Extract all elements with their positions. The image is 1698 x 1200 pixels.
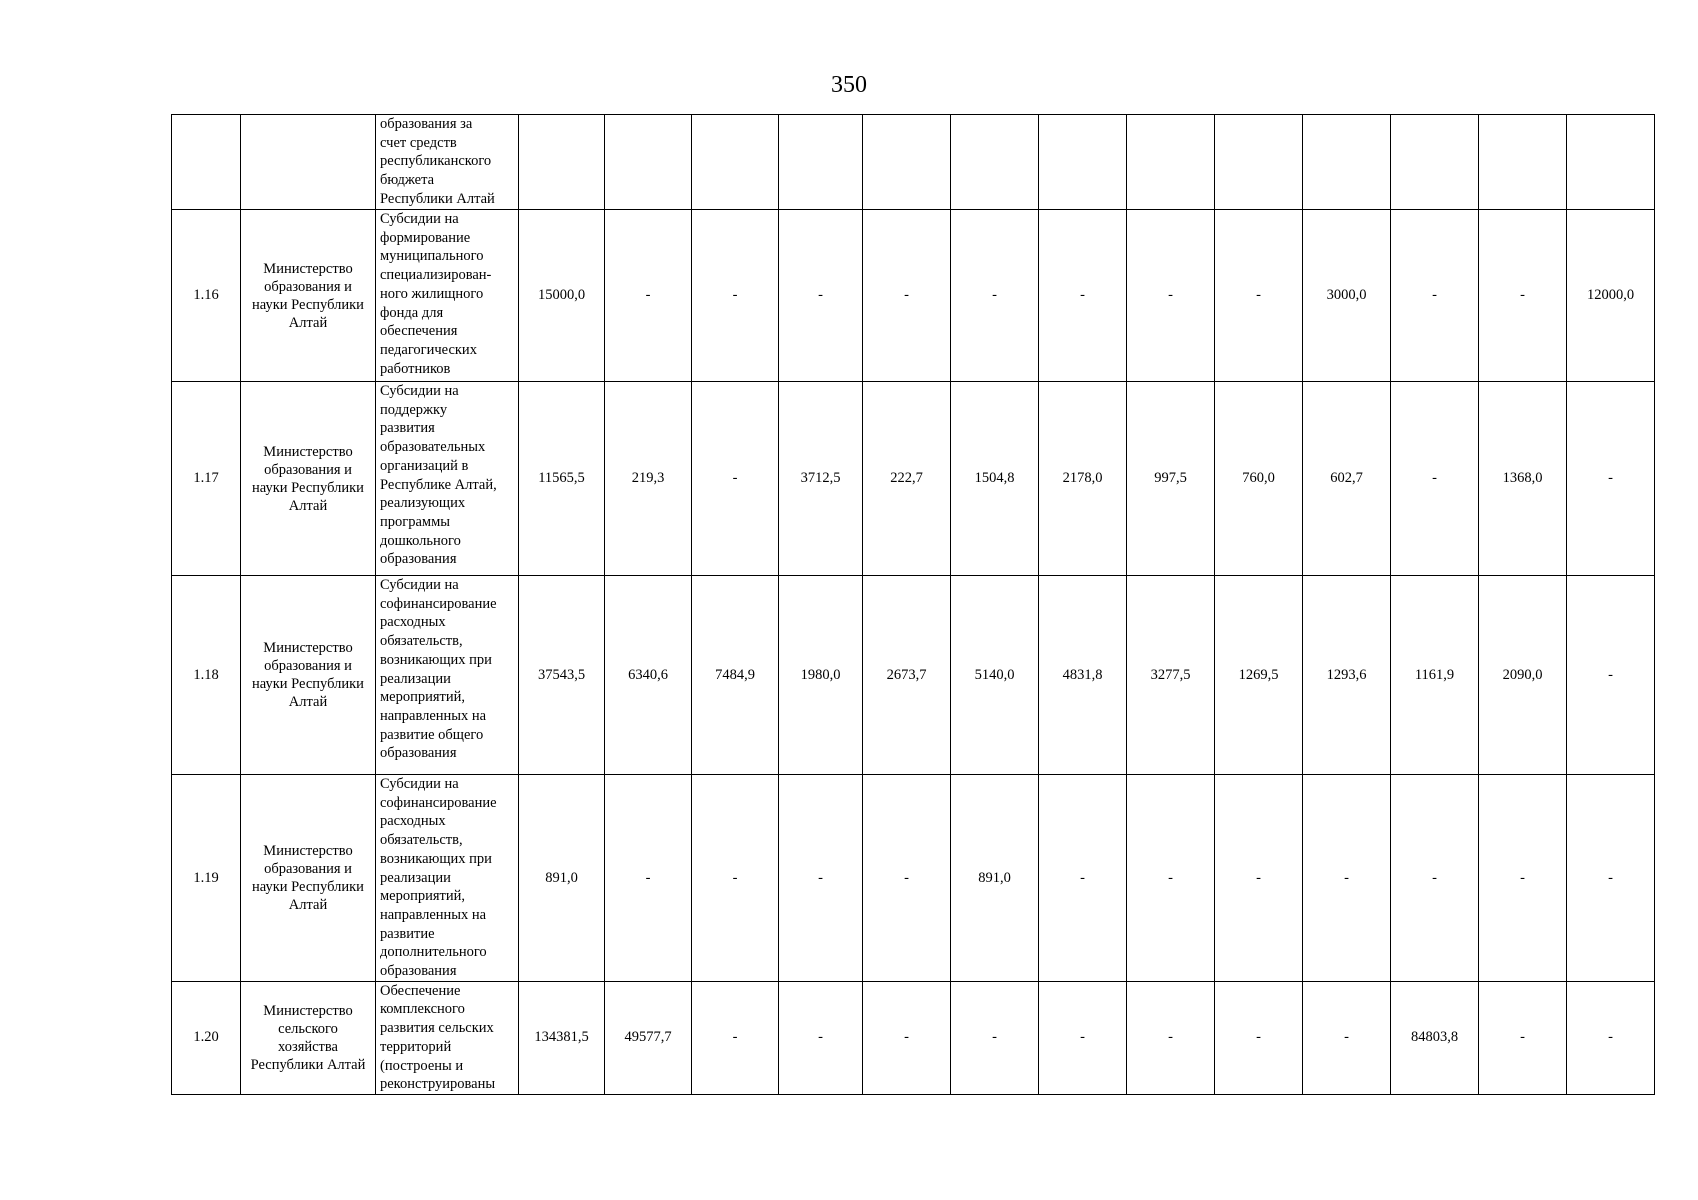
organization-cell-text: Министерство образования и науки Республики Алтай	[252, 842, 364, 913]
value-cell-text: 2178,0	[1062, 470, 1103, 487]
value-cell	[605, 210, 692, 382]
value-cell-text: -	[1608, 1029, 1613, 1046]
value-cell-text: 37543,5	[537, 666, 586, 683]
value-cell	[1303, 382, 1391, 576]
value-cell-text: 49577,7	[624, 1029, 672, 1046]
value-cell-text: 891,0	[545, 869, 578, 886]
value-cell	[1039, 576, 1127, 775]
value-cell-text: 1980,0	[800, 666, 841, 683]
value-cell-text: -	[1608, 666, 1613, 683]
table-row	[172, 210, 1655, 382]
value-cell	[863, 981, 951, 1094]
value-cell	[1215, 115, 1303, 210]
value-cell	[779, 210, 863, 382]
value-cell	[1567, 576, 1655, 775]
value-cell	[1127, 382, 1215, 576]
value-cell-text: -	[904, 869, 909, 886]
value-cell-text: 12000,0	[1586, 287, 1635, 304]
value-cell	[1479, 981, 1567, 1094]
value-cell	[519, 210, 605, 382]
row-number-cell-text: 1.18	[193, 666, 219, 683]
row-number-cell-text: 1.19	[193, 869, 219, 886]
value-cell	[863, 210, 951, 382]
value-cell	[519, 981, 605, 1094]
row-number-cell-text: 1.20	[193, 1029, 219, 1046]
description-cell	[376, 382, 519, 576]
value-cell-text: 1161,9	[1414, 666, 1455, 683]
value-cell-text: 1293,6	[1326, 666, 1367, 683]
budget-table	[171, 114, 1655, 1095]
value-cell	[951, 382, 1039, 576]
value-cell-text: -	[1080, 869, 1085, 886]
value-cell-text: 891,0	[978, 869, 1011, 886]
organization-cell-text: Министерство образования и науки Республики Алтай	[252, 260, 364, 331]
value-cell-text: -	[818, 287, 823, 304]
value-cell-text: -	[818, 1029, 823, 1046]
value-cell	[692, 775, 779, 982]
value-cell	[1303, 576, 1391, 775]
value-cell	[1039, 210, 1127, 382]
value-cell-text: 222,7	[890, 470, 923, 487]
value-cell	[779, 775, 863, 982]
value-cell	[779, 115, 863, 210]
organization-cell-text: Министерство сельского хозяйства Республики Алтай	[250, 1002, 366, 1073]
value-cell	[519, 576, 605, 775]
table-row	[172, 981, 1655, 1094]
description-cell	[376, 210, 519, 382]
value-cell-text: 997,5	[1154, 470, 1187, 487]
value-cell-text: -	[1080, 287, 1085, 304]
value-cell-text: -	[992, 1029, 997, 1046]
value-cell-text: 1269,5	[1238, 666, 1279, 683]
value-cell	[1479, 382, 1567, 576]
value-cell-text: -	[1344, 1029, 1349, 1046]
value-cell	[605, 775, 692, 982]
row-number-cell	[172, 981, 241, 1094]
value-cell-text: -	[904, 287, 909, 304]
description-cell-text: Субсидии на формирование муниципального специализирован- ного жилищного фонда для обеспечения педагогических работников	[380, 211, 492, 377]
organization-cell	[241, 115, 376, 210]
value-cell	[951, 981, 1039, 1094]
value-cell-text: 15000,0	[537, 287, 586, 304]
value-cell-text: 219,3	[631, 470, 665, 487]
organization-cell-text: Министерство образования и науки Республики Алтай	[252, 443, 364, 514]
value-cell-text: -	[1520, 1029, 1525, 1046]
value-cell-text: 134381,5	[534, 1029, 589, 1046]
value-cell	[779, 981, 863, 1094]
value-cell-text: -	[732, 470, 738, 487]
table-row	[172, 115, 1655, 210]
value-cell	[1215, 576, 1303, 775]
value-cell	[605, 981, 692, 1094]
value-cell	[1391, 576, 1479, 775]
value-cell-text: -	[1256, 287, 1261, 304]
row-number-cell	[172, 382, 241, 576]
value-cell-text: 760,0	[1242, 470, 1275, 487]
value-cell-text: -	[1168, 869, 1173, 886]
value-cell	[951, 576, 1039, 775]
value-cell	[779, 382, 863, 576]
value-cell-text: 7484,9	[715, 666, 755, 683]
table-row	[172, 576, 1655, 775]
description-cell	[376, 981, 519, 1094]
value-cell-text: -	[1168, 1029, 1173, 1046]
value-cell-text: -	[732, 869, 738, 886]
value-cell-text: -	[1344, 869, 1349, 886]
value-cell-text: -	[1520, 869, 1525, 886]
value-cell-text: -	[645, 287, 651, 304]
value-cell	[692, 115, 779, 210]
value-cell	[1391, 210, 1479, 382]
value-cell-text: 11565,5	[538, 470, 585, 487]
description-cell-text: Субсидии на софинансирование расходных обязательств, возникающих при реализации мероприятий, направленных на развитие дополнительного образования	[380, 776, 497, 980]
value-cell	[519, 115, 605, 210]
value-cell-text: -	[1256, 1029, 1261, 1046]
table-row	[172, 382, 1655, 576]
organization-cell-text: Министерство образования и науки Республики Алтай	[252, 640, 364, 710]
value-cell	[692, 576, 779, 775]
value-cell	[1391, 981, 1479, 1094]
value-cell-text: 4831,8	[1062, 666, 1103, 683]
value-cell-text: 602,7	[1330, 470, 1363, 487]
value-cell	[951, 775, 1039, 982]
value-cell	[1039, 115, 1127, 210]
value-cell	[863, 382, 951, 576]
value-cell	[1567, 115, 1655, 210]
value-cell-text: 2673,7	[886, 666, 927, 683]
value-cell	[951, 210, 1039, 382]
value-cell-text: 2090,0	[1502, 666, 1543, 683]
organization-cell	[241, 382, 376, 576]
value-cell	[1303, 775, 1391, 982]
value-cell	[863, 115, 951, 210]
organization-cell	[241, 210, 376, 382]
value-cell	[605, 382, 692, 576]
description-cell-text: Обеспечение комплексного развития сельских территорий (построены и реконструированы	[380, 982, 496, 1093]
value-cell	[1127, 115, 1215, 210]
value-cell	[519, 382, 605, 576]
value-cell	[692, 981, 779, 1094]
value-cell	[1039, 981, 1127, 1094]
value-cell	[1215, 382, 1303, 576]
organization-cell	[241, 981, 376, 1094]
value-cell-text: -	[1608, 869, 1613, 886]
row-number-cell-text: 1.16	[193, 287, 219, 304]
value-cell-text: -	[1432, 287, 1437, 304]
value-cell-text: 84803,8	[1410, 1029, 1459, 1046]
value-cell-text: -	[732, 287, 738, 304]
value-cell-text: -	[904, 1029, 909, 1046]
value-cell	[1391, 775, 1479, 982]
value-cell	[951, 115, 1039, 210]
value-cell	[692, 382, 779, 576]
value-cell-text: -	[1256, 869, 1261, 886]
value-cell-text: 1504,8	[974, 470, 1015, 487]
value-cell	[1391, 382, 1479, 576]
value-cell	[1479, 576, 1567, 775]
value-cell-text: -	[645, 869, 651, 886]
description-cell-text: Субсидии на софинансирование расходных обязательств, возникающих при реализации мероприятий, направленных на развитие общего образования	[380, 577, 497, 762]
description-cell	[376, 775, 519, 982]
value-cell	[1567, 981, 1655, 1094]
value-cell	[1479, 115, 1567, 210]
value-cell-text: -	[1080, 1029, 1085, 1046]
value-cell	[1127, 775, 1215, 982]
row-number-cell	[172, 576, 241, 775]
value-cell	[692, 210, 779, 382]
organization-cell	[241, 775, 376, 982]
value-cell-text: -	[1520, 287, 1525, 304]
value-cell-text: -	[732, 1029, 738, 1046]
row-number-cell	[172, 775, 241, 982]
description-cell-text: образования за счет средств республиканского бюджета Республики Алтай	[380, 116, 495, 207]
value-cell	[1215, 210, 1303, 382]
value-cell-text: -	[1432, 869, 1437, 886]
organization-cell	[241, 576, 376, 775]
value-cell	[1567, 210, 1655, 382]
value-cell	[1215, 981, 1303, 1094]
description-cell-text: Субсидии на поддержку развития образовательных организаций в Республике Алтай, реализующих программы дошкольного образования	[380, 383, 497, 568]
value-cell-text: 1368,0	[1502, 470, 1543, 487]
description-cell	[376, 576, 519, 775]
value-cell-text: -	[992, 287, 997, 304]
value-cell-text: -	[818, 869, 823, 886]
value-cell	[1567, 382, 1655, 576]
value-cell	[1039, 775, 1127, 982]
value-cell	[1391, 115, 1479, 210]
value-cell	[1479, 775, 1567, 982]
description-cell	[376, 115, 519, 210]
value-cell	[605, 576, 692, 775]
value-cell-text: -	[1608, 470, 1613, 487]
page-number: 350	[831, 72, 867, 98]
value-cell	[863, 576, 951, 775]
value-cell-text: 3712,5	[800, 470, 841, 487]
row-number-cell-text: 1.17	[193, 470, 219, 487]
value-cell	[1567, 775, 1655, 982]
value-cell	[605, 115, 692, 210]
value-cell-text: 6340,6	[628, 666, 668, 683]
value-cell-text: 3000,0	[1326, 287, 1367, 304]
row-number-cell	[172, 115, 241, 210]
value-cell	[1303, 981, 1391, 1094]
value-cell	[519, 775, 605, 982]
value-cell-text: -	[1168, 287, 1173, 304]
value-cell	[779, 576, 863, 775]
value-cell-text: 5140,0	[974, 666, 1015, 683]
value-cell	[1215, 775, 1303, 982]
row-number-cell	[172, 210, 241, 382]
table-row	[172, 775, 1655, 982]
value-cell	[1127, 576, 1215, 775]
value-cell	[1127, 210, 1215, 382]
value-cell	[1039, 382, 1127, 576]
value-cell	[1303, 210, 1391, 382]
value-cell	[1127, 981, 1215, 1094]
value-cell	[1303, 115, 1391, 210]
value-cell-text: 3277,5	[1150, 666, 1191, 683]
value-cell	[863, 775, 951, 982]
value-cell-text: -	[1432, 470, 1437, 487]
value-cell	[1479, 210, 1567, 382]
